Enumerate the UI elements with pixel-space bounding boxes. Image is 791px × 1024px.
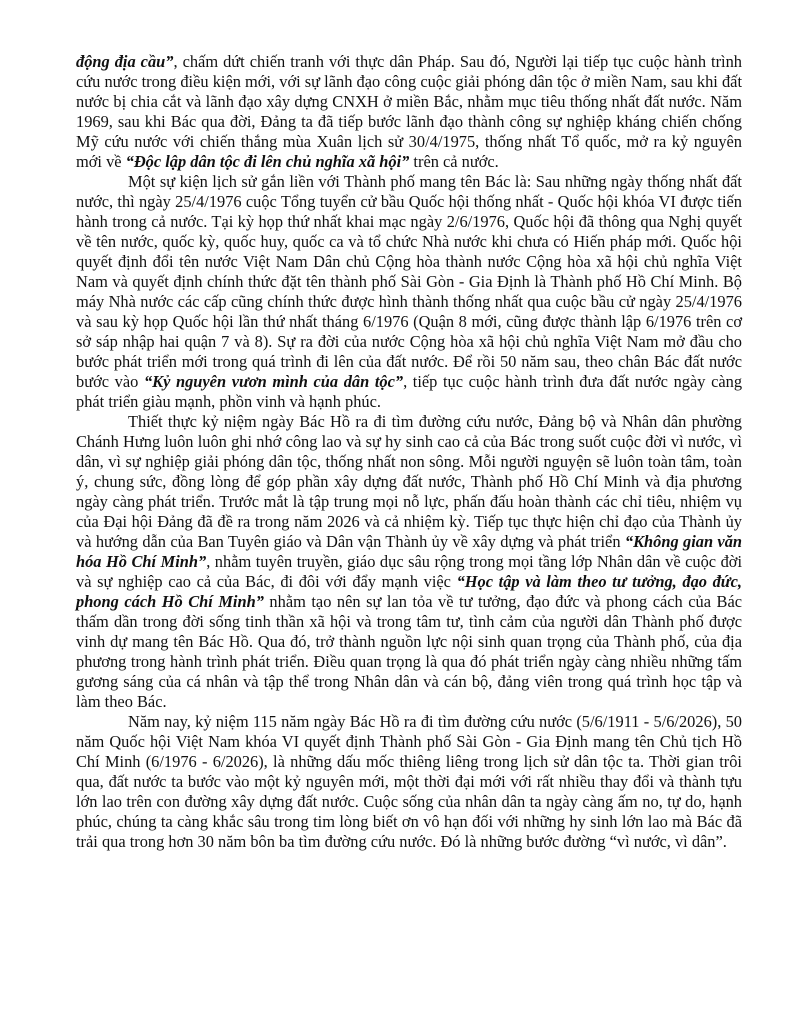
body-text: , nhằm tuyên truyền, giáo dục sâu rộng trong mọi tầng lớp Nhân dân về cuộc đời và sự nghiệp cao cả của Bác, đi đôi với đẩy mạnh việc	[76, 552, 742, 591]
paragraph-1	[76, 52, 742, 172]
body-text: trên cả nước.	[409, 152, 499, 171]
body-text: Một sự kiện lịch sử gắn liền với Thành phố mang tên Bác là: Sau những ngày thống nhất đất nước, thì ngày 25/4/1976 cuộc Tổng tuyển cử bầu Quốc hội thống nhất - Quốc hội khóa VI được tiến hành trong cả nước. Tại kỳ họp thứ nhất khai mạc ngày 2/6/1976, Quốc hội đã thông qua Nghị quyết về tên nước, quốc kỳ, quốc huy, quốc ca và tổ chức Nhà nước khi chưa có Hiến pháp mới. Quốc hội quyết định đổi tên nước Việt Nam Dân chủ Cộng hòa thành nước Cộng hòa xã hội chủ nghĩa Việt Nam và quyết định chính thức đặt tên thành phố Sài Gòn - Gia Định là Thành phố Hồ Chí Minh. Bộ máy Nhà nước các cấp cũng chính thức được hình thành thống nhất qua cuộc bầu cử ngày 25/4/1976 và sau kỳ họp Quốc hội lần thứ nhất tháng 6/1976 (Quận 8 mới, cũng được thành lập 6/1976 trên cơ sở sáp nhập hai quận 7 và 8). Sự ra đời của nước Cộng hòa xã hội chủ nghĩa Việt Nam mở đầu cho bước phát triển mới trong quá trình đi lên của đất nước. Để rồi 50 năm sau, theo chân Bác đất nước bước vào	[76, 172, 742, 391]
emphasis-text: “Không gian văn hóa Hồ Chí Minh”	[76, 532, 743, 571]
emphasis-text: “Kỷ nguyên vươn mình của dân tộc”	[143, 372, 404, 391]
emphasis-text: “Học tập và làm theo tư tưởng, đạo đức, phong cách Hồ Chí Minh”	[76, 572, 742, 611]
body-text: , tiếp tục cuộc hành trình đưa đất nước ngày càng phát triển giàu mạnh, phồn vinh và hạnh phúc.	[76, 372, 743, 411]
emphasis-text: động địa cầu”	[76, 52, 174, 71]
body-text: nhằm tạo nên sự lan tỏa về tư tưởng, đạo đức và phong cách của Bác thấm dần trong đời sống tinh thần xã hội và trong tâm tư, tình cảm của người dân Thành phố được vinh dự mang tên Bác Hồ. Qua đó, trở thành nguồn lực nội sinh quan trọng của Thành phố, của địa phương trong hành trình phát triển. Điều quan trọng là qua đó phát triển ngày càng nhiều những tấm gương sáng của cá nhân và tập thể trong Nhân dân và cán bộ, đảng viên trong quá trình học tập và làm theo Bác.	[76, 592, 742, 711]
body-text: , chấm dứt chiến tranh với thực dân Pháp. Sau đó, Người lại tiếp tục cuộc hành trình cứu nước trong điều kiện mới, với sự lãnh đạo công cuộc giải phóng dân tộc ở miền Nam, sau khi đất nước bị chia cắt và lãnh đạo xây dựng CNXH ở miền Bắc, nhằm mục tiêu thống nhất đất nước. Năm 1969, sau khi Bác qua đời, Đảng ta đã tiếp bước lãnh đạo thành công sự nghiệp kháng chiến chống Mỹ cứu nước với chiến thắng mùa Xuân lịch sử 30/4/1975, thống nhất Tổ quốc, mở ra kỷ nguyên mới về	[76, 52, 742, 171]
body-text: Thiết thực kỷ niệm ngày Bác Hồ ra đi tìm đường cứu nước, Đảng bộ và Nhân dân phường Chánh Hưng luôn luôn ghi nhớ công lao và sự hy sinh cao cả của Bác trong suốt cuộc đời vì nước, vì dân, vì sự nghiệp giải phóng dân tộc, thống nhất non sông. Mỗi người nguyện sẽ luôn toàn tâm, toàn ý, chung sức, đồng lòng để góp phần xây dựng đất nước, Thành phố Hồ Chí Minh và địa phương ngày càng phát triển. Trước mắt là tập trung mọi nỗ lực, phấn đấu hoàn thành các chỉ tiêu, nhiệm vụ của Đại hội Đảng đã đề ra trong năm 2026 và cả nhiệm kỳ. Tiếp tục thực hiện chỉ đạo của Thành ủy và hướng dẫn của Ban Tuyên giáo và Dân vận Thành ủy về xây dựng và phát triển	[76, 412, 742, 551]
emphasis-text: “Độc lập dân tộc đi lên chủ nghĩa xã hội”	[125, 152, 410, 171]
body-text: Năm nay, kỷ niệm 115 năm ngày Bác Hồ ra đi tìm đường cứu nước (5/6/1911 - 5/6/2026), 50 năm Quốc hội Việt Nam khóa VI quyết định Thành phố Sài Gòn - Gia Định mang tên Chủ tịch Hồ Chí Minh (6/1976 - 6/2026), là những dấu mốc thiêng liêng trong lịch sử dân tộc ta. Thời gian trôi qua, đất nước ta bước vào một kỷ nguyên mới, một thời đại mới với rất nhiều thay đổi và thành tựu lớn lao trên con đường xây dựng đất nước. Cuộc sống của nhân dân ta ngày càng ấm no, tự do, hạnh phúc, chúng ta càng khắc sâu trong tim lòng biết ơn vô hạn đối với những hy sinh lớn lao mà Bác đã trải qua trong hơn 30 năm bôn ba tìm đường cứu nước. Đó là những bước đường “vì nước, vì dân”.	[76, 712, 742, 851]
document-body	[76, 52, 742, 852]
paragraph-2	[76, 172, 742, 412]
paragraph-3	[76, 412, 742, 712]
paragraph-4	[76, 712, 742, 852]
